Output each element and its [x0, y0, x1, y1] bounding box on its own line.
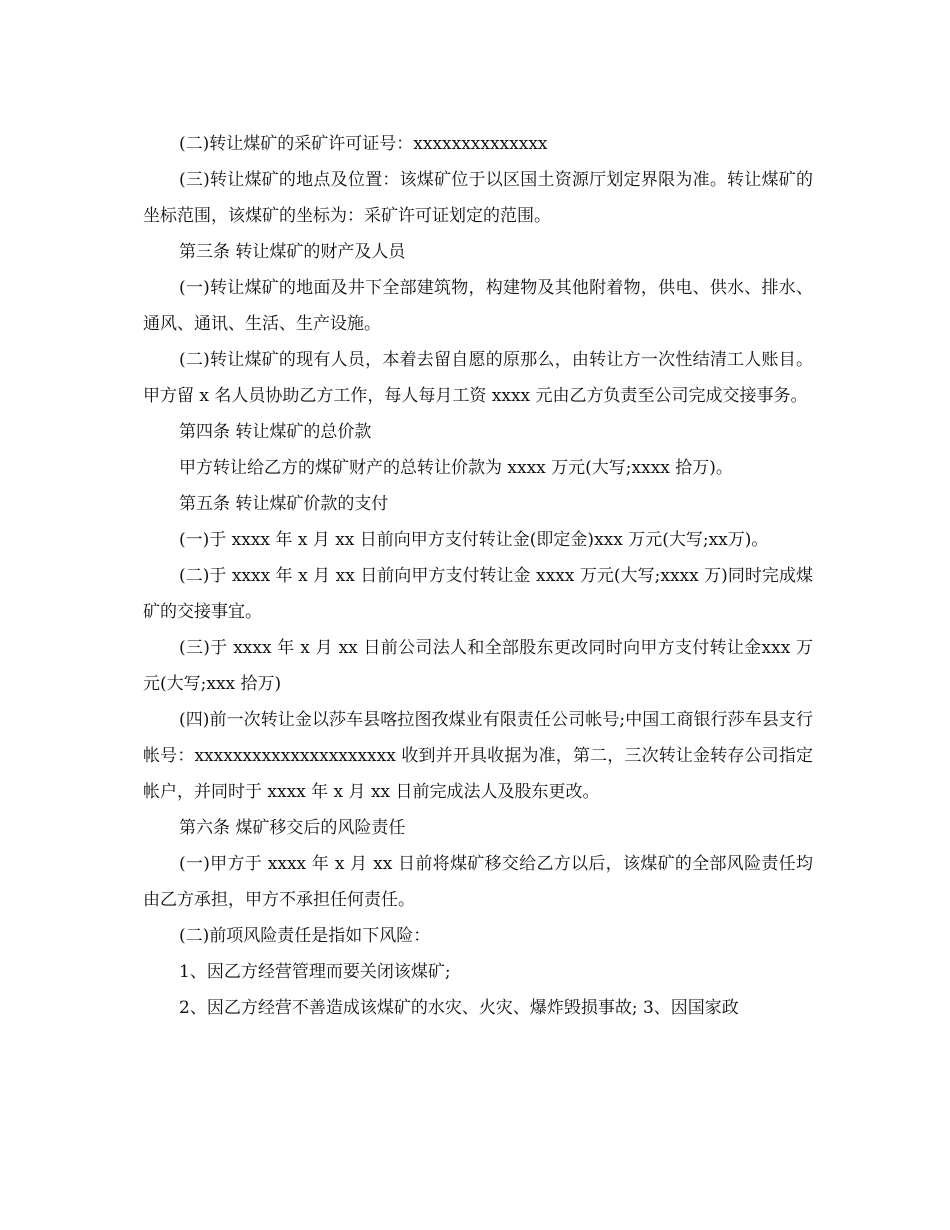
article-6-heading: 第六条 煤矿移交后的风险责任: [179, 818, 406, 838]
paragraph-payment-3: (三)于 xxxx 年 x 月 xx 日前公司法人和全部股东更改同时向甲方支付转让金xxx 万元(大写;xxx 拾万): [143, 638, 813, 694]
paragraph-mine-location: (三)转让煤矿的地点及位置：该煤矿位于以区国土资源厅划定界限为准。转让煤矿的坐标范围，该煤矿的坐标为：采矿许可证划定的范围。: [143, 170, 813, 226]
document-body: [143, 126, 813, 1026]
paragraph-risk-transfer: (一)甲方于 xxxx 年 x 月 xx 日前将煤矿移交给乙方以后，该煤矿的全部风险责任均由乙方承担，甲方不承担任何责任。: [143, 854, 813, 910]
article-4-heading: 第四条 转让煤矿的总价款: [179, 422, 372, 442]
paragraph-mine-facilities: (一)转让煤矿的地面及井下全部建筑物，构建物及其他附着物，供电、供水、排水、通风、通讯、生活、生产设施。: [143, 278, 813, 334]
paragraph-mining-license-number: (二)转让煤矿的采矿许可证号：xxxxxxxxxxxxxx: [179, 134, 548, 154]
list-item-risk-2: 2、因乙方经营不善造成该煤矿的水灾、火灾、爆炸毁损事故; 3、因国家政: [179, 998, 739, 1018]
article-3-heading: 第三条 转让煤矿的财产及人员: [179, 242, 406, 262]
article-5-heading: 第五条 转让煤矿价款的支付: [179, 494, 389, 514]
list-item-risk-1: 1、因乙方经营管理而要关闭该煤矿;: [179, 962, 451, 982]
paragraph-risk-definition: (二)前项风险责任是指如下风险：: [179, 926, 431, 946]
paragraph-total-price: 甲方转让给乙方的煤矿财产的总转让价款为 xxxx 万元(大写;xxxx 拾万)。: [179, 458, 733, 478]
paragraph-payment-2: (二)于 xxxx 年 x 月 xx 日前向甲方支付转让金 xxxx 万元(大写;xxxx 万)同时完成煤矿的交接事宜。: [143, 566, 813, 622]
paragraph-mine-personnel: (二)转让煤矿的现有人员，本着去留自愿的原那么，由转让方一次性结清工人账目。甲方留 x 名人员协助乙方工作，每人每月工资 xxxx 元由乙方负责至公司完成交接事务。: [143, 350, 813, 406]
paragraph-payment-4: (四)前一次转让金以莎车县喀拉图孜煤业有限责任公司帐号;中国工商银行莎车县支行帐号：xxxxxxxxxxxxxxxxxxxxx 收到并开具收据为准，第二，三次转让金转存公司指定帐户，并同时于 xxxx 年 x 月 xx 日前完成法人及股东更改。: [143, 710, 813, 802]
paragraph-payment-1: (一)于 xxxx 年 x 月 xx 日前向甲方支付转让金(即定金)xxx 万元(大写;xx万)。: [179, 530, 769, 550]
